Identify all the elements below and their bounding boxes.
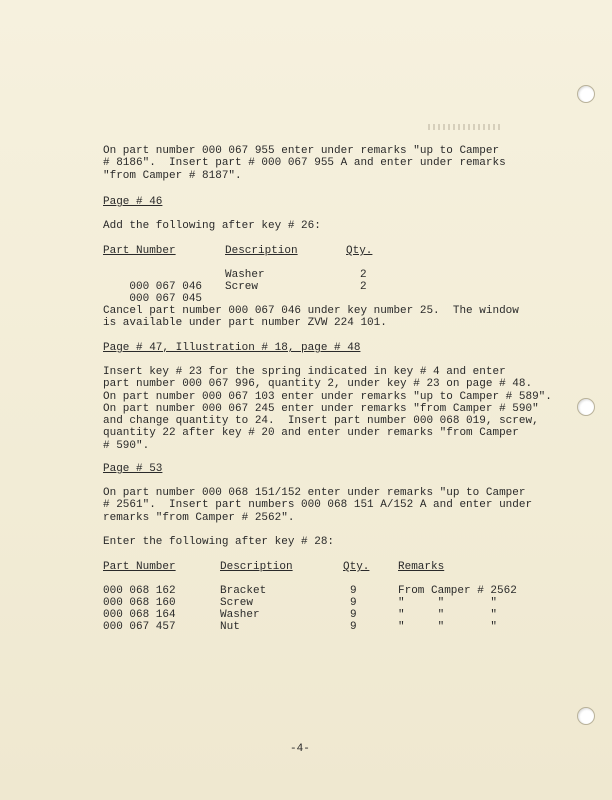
part-number-cell: 000 068 164 [103, 609, 176, 621]
paragraph-line: On part number 000 067 955 enter under remarks "up to Camper [103, 145, 500, 157]
col-header-part-number: Part Number [103, 561, 176, 573]
remarks-cell: " " " [398, 621, 498, 633]
paragraph-line: is available under part number ZVW 224 101. [103, 317, 387, 330]
paragraph-line: and change quantity to 24. Insert part number 000 068 019, screw, [103, 415, 539, 428]
page-46-note [103, 305, 519, 330]
part-number-cell: 000 068 162 [103, 585, 176, 597]
col-header-part-number: Part Number [103, 245, 176, 257]
page-46-intro: Add the following after key # 26: [103, 220, 321, 232]
paragraph-line: On part number 000 067 103 enter under remarks "up to Camper # 589". [103, 390, 552, 403]
paragraph-line: On part number 000 068 151/152 enter under remarks "up to Camper [103, 487, 526, 499]
col-header-description: Description [220, 561, 293, 573]
part-number-cell: 000 068 160 [103, 597, 176, 609]
paragraph-line: "from Camper # 8187". [103, 169, 242, 182]
heading-page-53: Page # 53 [103, 463, 163, 475]
paragraph-line: # 8186". Insert part # 000 067 955 A and enter under remarks [103, 157, 506, 170]
description-cell: Washer [220, 609, 260, 621]
paragraph-line: remarks "from Camper # 2562". [103, 511, 295, 524]
col-header-remarks: Remarks [398, 561, 445, 573]
heading-page-47: Page # 47, Illustration # 18, page # 48 [103, 342, 361, 354]
remarks-cell: " " " [398, 609, 498, 621]
remarks-cell: From Camper # 2562 [398, 585, 517, 597]
page-53-paragraph [103, 487, 532, 524]
qty-cell: 9 [350, 621, 357, 633]
description-cell: Bracket [220, 585, 267, 597]
part-number-cell: 000 067 045 [129, 293, 203, 306]
paragraph-line: quantity 22 after key # 20 and enter under remarks "from Camper [103, 427, 519, 440]
paragraph-line: Cancel part number 000 067 046 under key number 25. The window [103, 305, 519, 317]
paragraph-line: Insert key # 23 for the spring indicated in key # 4 and enter [103, 366, 506, 378]
qty-cell: 9 [350, 609, 357, 621]
qty-cell: 9 [350, 597, 357, 609]
page-53-intro: Enter the following after key # 28: [103, 536, 335, 548]
paragraph-line: part number 000 067 996, quantity 2, under key # 23 on page # 48. [103, 378, 533, 391]
col-header-description: Description [225, 245, 298, 257]
description-cell: Screw [225, 281, 259, 293]
description-cell: Screw [220, 597, 254, 609]
qty-cell: 2 [360, 269, 367, 281]
qty-cell: 9 [350, 585, 357, 597]
binder-hole-top [577, 85, 595, 103]
binder-hole-middle [577, 398, 595, 416]
remarks-cell: " " " [398, 597, 498, 609]
description-cell: Washer [225, 269, 265, 281]
paragraph-line: On part number 000 067 245 enter under remarks "from Camper # 590" [103, 402, 539, 415]
qty-cell: 2 [360, 281, 367, 293]
col-header-qty: Qty. [343, 561, 370, 573]
col-header-qty: Qty. [346, 245, 373, 257]
part-number-cell: 000 067 457 [103, 621, 176, 633]
intro-paragraph [103, 145, 506, 182]
paragraph-line: # 590". [103, 439, 150, 452]
binder-hole-bottom [577, 707, 595, 725]
description-cell: Nut [220, 621, 240, 633]
paragraph-line: # 2561". Insert part numbers 000 068 151 A/152 A and enter under [103, 499, 533, 512]
part-number-cell: 000 067 046 [129, 281, 203, 294]
faint-mark [428, 124, 503, 130]
page-47-paragraph [103, 366, 552, 452]
heading-page-46: Page # 46 [103, 196, 163, 208]
page-number: -4- [290, 743, 310, 755]
